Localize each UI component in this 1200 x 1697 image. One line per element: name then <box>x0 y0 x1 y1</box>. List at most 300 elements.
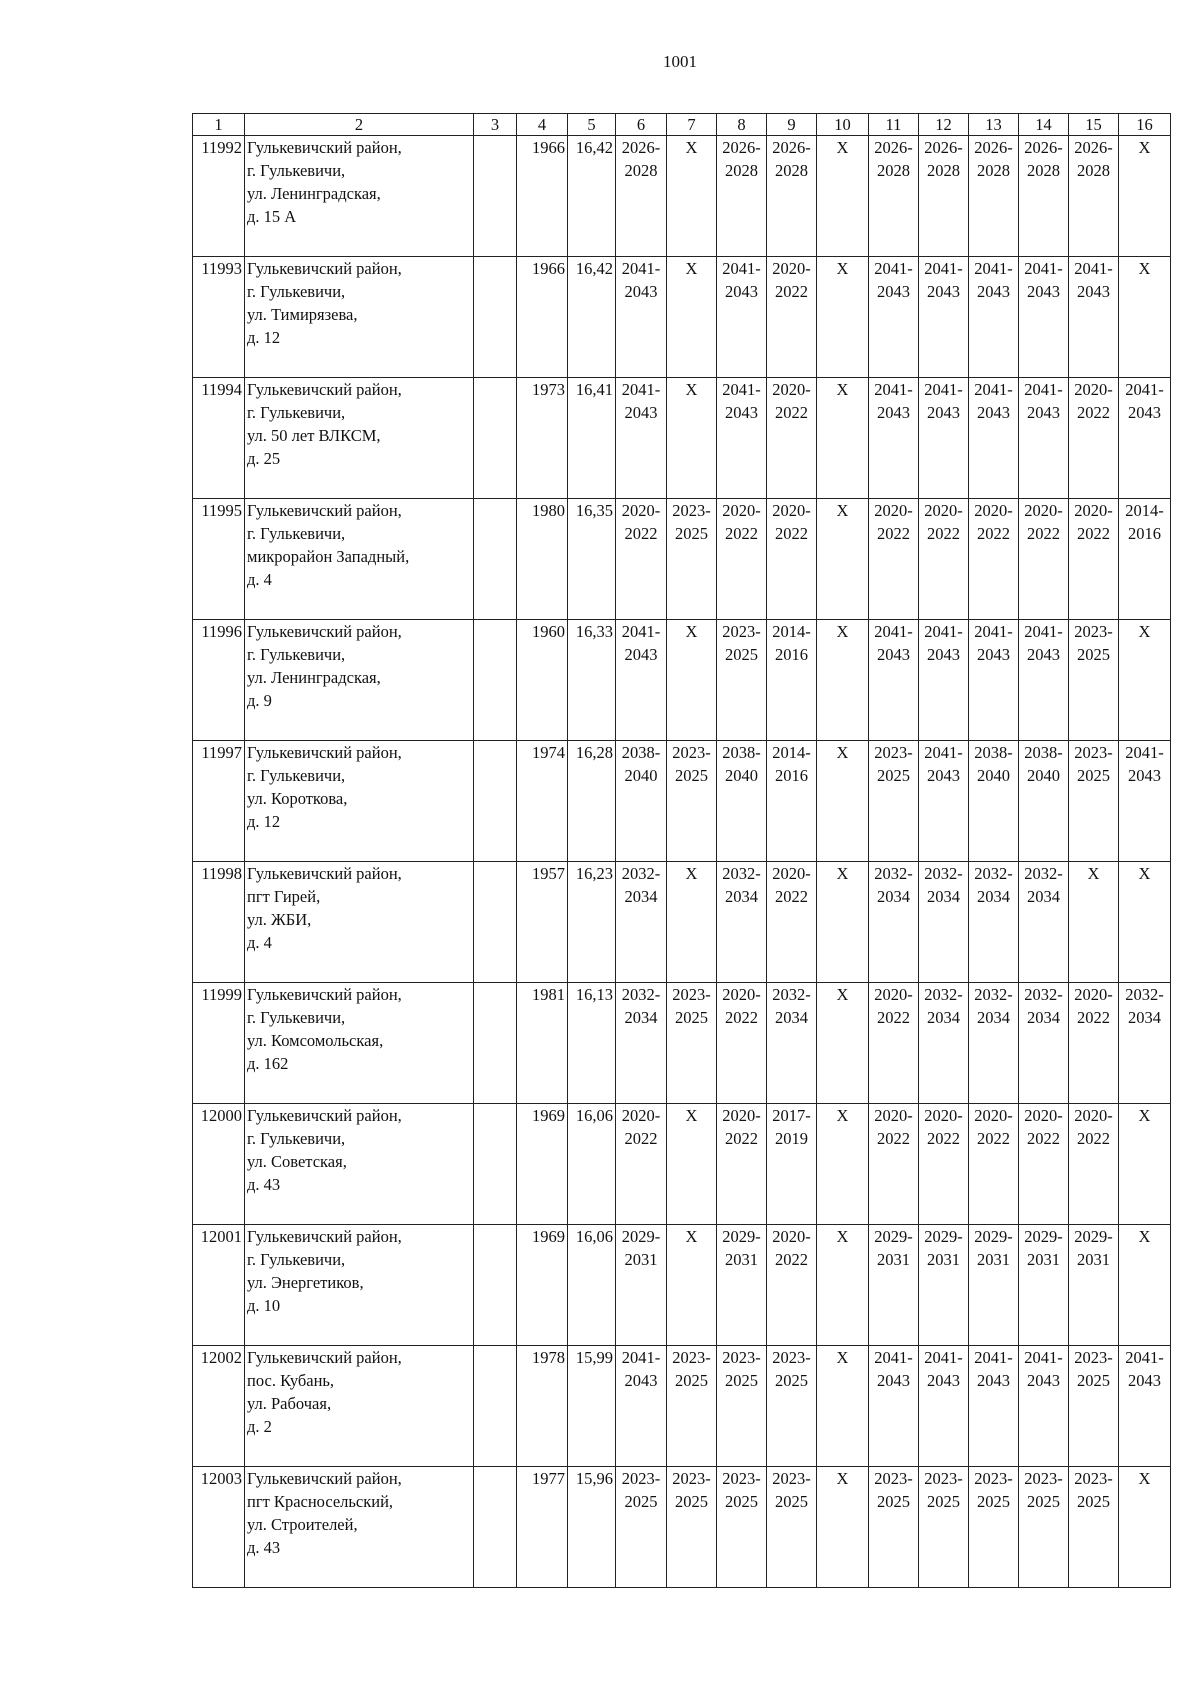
value-cell: 16,06 <box>568 1225 616 1346</box>
period-cell <box>869 1346 919 1467</box>
period-line: 2023- <box>874 743 913 762</box>
period-cell <box>817 862 869 983</box>
period-line: 2041- <box>974 380 1013 399</box>
column-3-cell <box>474 1346 517 1467</box>
year-cell: 1977 <box>517 1467 568 1588</box>
address-line: д. 2 <box>247 1417 272 1436</box>
period-line: 2041- <box>974 259 1013 278</box>
period-line: 2025 <box>675 766 708 785</box>
period-line: X <box>836 259 849 278</box>
period-line: 2020- <box>772 864 811 883</box>
period-line: 2034 <box>1027 887 1060 906</box>
period-line: 2020- <box>772 501 811 520</box>
period-cell <box>969 136 1019 257</box>
column-header: 15 <box>1069 114 1119 136</box>
period-line: X <box>1138 259 1151 278</box>
period-cell <box>667 378 717 499</box>
period-line: 2034 <box>725 887 758 906</box>
period-line: 2022 <box>977 524 1010 543</box>
period-cell <box>1119 1467 1171 1588</box>
period-line: 2041- <box>974 622 1013 641</box>
period-line: 2020- <box>621 501 661 520</box>
address-line: ул. Тимирязева, <box>247 305 358 324</box>
column-3-cell <box>474 499 517 620</box>
period-line: 2029- <box>621 1227 661 1246</box>
period-line: 2026- <box>772 138 811 157</box>
period-line: 2041- <box>1024 1348 1063 1367</box>
address-line: Гулькевичский район, <box>247 501 402 520</box>
period-cell <box>1019 1225 1069 1346</box>
period-cell <box>1119 1225 1171 1346</box>
period-line: 2022 <box>775 1250 808 1269</box>
period-line: 2020- <box>924 1106 963 1125</box>
period-line: 2032- <box>772 985 811 1004</box>
period-line: 2043 <box>725 282 758 301</box>
period-line: 2023- <box>772 1348 811 1367</box>
period-line: 2022 <box>775 403 808 422</box>
period-line: X <box>836 1469 849 1488</box>
period-line: 2031 <box>624 1250 658 1269</box>
page-number: 1001 <box>663 52 697 71</box>
period-cell <box>1019 620 1069 741</box>
period-line: 2032- <box>1024 864 1063 883</box>
period-line: 2023- <box>1074 1348 1113 1367</box>
period-cell <box>667 1225 717 1346</box>
address-line: г. Гулькевичи, <box>247 645 346 664</box>
period-line: 2031 <box>725 1250 758 1269</box>
year-cell: 1973 <box>517 378 568 499</box>
period-cell <box>1019 983 1069 1104</box>
address-cell <box>245 378 474 499</box>
period-line: 2034 <box>877 887 910 906</box>
period-line: 2022 <box>624 524 658 543</box>
period-line: 2041- <box>1125 380 1164 399</box>
address-cell <box>245 620 474 741</box>
period-line: 2022 <box>977 1129 1010 1148</box>
period-line: 2022 <box>725 524 758 543</box>
year-cell: 1981 <box>517 983 568 1104</box>
value-cell: 16,33 <box>568 620 616 741</box>
period-line: 2026- <box>1074 138 1113 157</box>
address-line: ул. Ленинградская, <box>247 184 381 203</box>
period-line: 2020- <box>874 1106 913 1125</box>
period-cell <box>869 257 919 378</box>
period-cell <box>817 1346 869 1467</box>
period-line: 2043 <box>877 1371 910 1390</box>
column-header: 6 <box>616 114 667 136</box>
period-line: 2025 <box>675 524 708 543</box>
period-line: 2023- <box>672 743 711 762</box>
column-header: 14 <box>1019 114 1069 136</box>
value-cell: 16,42 <box>568 257 616 378</box>
period-line: 2028 <box>877 161 910 180</box>
year-cell: 1969 <box>517 1225 568 1346</box>
period-line: 2043 <box>927 645 960 664</box>
period-line: 2043 <box>877 282 910 301</box>
period-cell <box>869 1104 919 1225</box>
period-line: 2026- <box>1024 138 1063 157</box>
period-line: 2043 <box>624 403 658 422</box>
address-line: ул. Рабочая, <box>247 1394 332 1413</box>
period-cell <box>969 1104 1019 1225</box>
address-line: ул. ЖБИ, <box>247 910 312 929</box>
period-cell <box>1119 499 1171 620</box>
period-line: 2020- <box>974 1106 1013 1125</box>
column-3-cell <box>474 257 517 378</box>
row-number: 11999 <box>193 983 245 1104</box>
address-line: Гулькевичский район, <box>247 1348 402 1367</box>
address-line: Гулькевичский район, <box>247 1469 402 1488</box>
period-line: 2025 <box>624 1492 658 1511</box>
period-line: 2023- <box>672 1348 711 1367</box>
column-header: 2 <box>245 114 474 136</box>
period-line: 2019 <box>775 1129 808 1148</box>
year-cell: 1974 <box>517 741 568 862</box>
column-header: 1 <box>193 114 245 136</box>
year-cell: 1966 <box>517 257 568 378</box>
address-line: ул. Энергетиков, <box>247 1273 364 1292</box>
row-number: 12001 <box>193 1225 245 1346</box>
period-line: 2025 <box>725 1371 758 1390</box>
period-cell <box>616 620 667 741</box>
value-cell: 15,96 <box>568 1467 616 1588</box>
period-line: 2023- <box>1074 743 1113 762</box>
period-cell <box>767 741 817 862</box>
period-line: 2028 <box>1027 161 1060 180</box>
period-cell <box>969 257 1019 378</box>
table-row <box>193 257 1171 378</box>
period-cell <box>717 499 767 620</box>
address-line: д. 15 А <box>247 207 297 226</box>
column-header: 4 <box>517 114 568 136</box>
address-line: ул. Строителей, <box>247 1515 358 1534</box>
address-line: д. 10 <box>247 1296 281 1315</box>
address-line: д. 4 <box>247 570 272 589</box>
address-line: г. Гулькевичи, <box>247 161 346 180</box>
period-cell <box>1069 1467 1119 1588</box>
period-line: 2023- <box>722 622 761 641</box>
year-cell: 1969 <box>517 1104 568 1225</box>
period-line: X <box>685 1106 698 1125</box>
column-header: 13 <box>969 114 1019 136</box>
period-line: 2017- <box>772 1106 811 1125</box>
period-cell <box>717 257 767 378</box>
period-line: 2041- <box>924 1348 963 1367</box>
period-line: 2034 <box>1128 1008 1161 1027</box>
period-line: 2043 <box>1128 403 1161 422</box>
period-line: 2038- <box>722 743 761 762</box>
column-3-cell <box>474 983 517 1104</box>
period-line: 2016 <box>775 645 808 664</box>
address-line: Гулькевичский район, <box>247 743 402 762</box>
period-cell <box>1069 136 1119 257</box>
address-line: г. Гулькевичи, <box>247 1250 346 1269</box>
period-line: 2023- <box>672 501 711 520</box>
address-line: Гулькевичский район, <box>247 1106 402 1125</box>
period-line: 2040 <box>725 766 758 785</box>
period-line: X <box>685 1227 698 1246</box>
period-cell <box>1119 257 1171 378</box>
address-line: пгт Красносельский, <box>247 1492 394 1511</box>
period-line: 2043 <box>1027 645 1060 664</box>
period-line: 2034 <box>977 1008 1010 1027</box>
period-line: 2025 <box>775 1492 808 1511</box>
address-line: д. 162 <box>247 1054 289 1073</box>
period-line: 2032- <box>722 864 761 883</box>
period-line: 2041- <box>924 259 963 278</box>
period-line: 2022 <box>877 1129 910 1148</box>
period-line: 2025 <box>775 1371 808 1390</box>
period-cell <box>1019 741 1069 862</box>
period-cell <box>869 983 919 1104</box>
period-line: 2022 <box>1077 1129 1110 1148</box>
period-line: 2022 <box>1077 524 1110 543</box>
table-row <box>193 741 1171 862</box>
period-cell <box>717 136 767 257</box>
address-cell <box>245 1346 474 1467</box>
period-cell <box>1069 862 1119 983</box>
period-line: 2032- <box>924 985 963 1004</box>
period-cell <box>616 1104 667 1225</box>
period-line: 2022 <box>1027 1129 1060 1148</box>
period-line: 2023- <box>1074 1469 1113 1488</box>
period-line: 2025 <box>675 1492 708 1511</box>
address-cell <box>245 136 474 257</box>
period-line: 2014- <box>1125 501 1164 520</box>
value-cell: 16,35 <box>568 499 616 620</box>
period-line: 2023- <box>772 1469 811 1488</box>
period-cell <box>767 983 817 1104</box>
period-line: 2041- <box>1125 743 1164 762</box>
period-line: 2031 <box>927 1250 960 1269</box>
period-line: 2043 <box>1128 1371 1161 1390</box>
period-line: 2031 <box>877 1250 910 1269</box>
period-cell <box>1119 620 1171 741</box>
row-number: 11996 <box>193 620 245 741</box>
period-line: 2032- <box>621 985 661 1004</box>
period-cell <box>869 620 919 741</box>
period-line: 2020- <box>1024 501 1063 520</box>
address-line: ул. 50 лет ВЛКСМ, <box>247 426 381 445</box>
registry-table <box>192 113 1171 1588</box>
period-line: 2023- <box>924 1469 963 1488</box>
period-line: X <box>685 622 698 641</box>
period-cell <box>616 499 667 620</box>
period-line: X <box>836 380 849 399</box>
period-cell <box>1019 378 1069 499</box>
row-number: 12003 <box>193 1467 245 1588</box>
period-cell <box>1019 1346 1069 1467</box>
period-cell <box>1069 620 1119 741</box>
period-line: 2016 <box>1128 524 1161 543</box>
address-line: ул. Советская, <box>247 1152 347 1171</box>
period-line: 2020- <box>874 985 913 1004</box>
table-row <box>193 136 1171 257</box>
period-cell <box>969 620 1019 741</box>
period-cell <box>919 136 969 257</box>
period-line: 2043 <box>977 282 1010 301</box>
period-line: 2026- <box>924 138 963 157</box>
period-line: 2034 <box>927 887 960 906</box>
address-line: Гулькевичский район, <box>247 138 402 157</box>
period-line: 2025 <box>1027 1492 1060 1511</box>
period-cell <box>1019 1467 1069 1588</box>
period-line: 2023- <box>722 1348 761 1367</box>
table-row <box>193 1104 1171 1225</box>
year-cell: 1978 <box>517 1346 568 1467</box>
header-row <box>193 114 1171 136</box>
period-line: 2020- <box>722 985 761 1004</box>
address-line: г. Гулькевичи, <box>247 1129 346 1148</box>
column-3-cell <box>474 1104 517 1225</box>
period-cell <box>1069 378 1119 499</box>
value-cell: 16,06 <box>568 1104 616 1225</box>
row-number: 11997 <box>193 741 245 862</box>
column-header: 7 <box>667 114 717 136</box>
period-line: 2032- <box>621 864 661 883</box>
period-line: 2043 <box>725 403 758 422</box>
column-header: 16 <box>1119 114 1171 136</box>
period-line: X <box>1138 1469 1151 1488</box>
period-cell <box>717 1225 767 1346</box>
period-line: 2041- <box>621 1348 661 1367</box>
period-line: X <box>836 864 849 883</box>
period-cell <box>1019 257 1069 378</box>
period-line: 2041- <box>874 259 913 278</box>
period-cell <box>1069 1225 1119 1346</box>
address-line: д. 43 <box>247 1175 281 1194</box>
period-cell <box>1019 499 1069 620</box>
period-cell <box>667 1346 717 1467</box>
column-3-cell <box>474 862 517 983</box>
period-line: 2025 <box>675 1371 708 1390</box>
period-line: 2043 <box>977 1371 1010 1390</box>
period-line: X <box>836 743 849 762</box>
table-row <box>193 1225 1171 1346</box>
address-line: Гулькевичский район, <box>247 259 402 278</box>
period-cell <box>1069 983 1119 1104</box>
period-line: 2031 <box>977 1250 1010 1269</box>
row-number: 12000 <box>193 1104 245 1225</box>
period-cell <box>667 1104 717 1225</box>
period-line: X <box>685 259 698 278</box>
period-line: 2043 <box>1027 403 1060 422</box>
period-line: 2043 <box>927 766 960 785</box>
period-line: 2031 <box>1077 1250 1110 1269</box>
address-cell <box>245 499 474 620</box>
row-number: 11993 <box>193 257 245 378</box>
period-cell <box>667 741 717 862</box>
column-header: 11 <box>869 114 919 136</box>
period-line: 2029- <box>722 1227 761 1246</box>
period-line: 2022 <box>927 1129 960 1148</box>
period-line: 2022 <box>624 1129 658 1148</box>
period-cell <box>717 1104 767 1225</box>
period-line: 2032- <box>974 864 1013 883</box>
period-line: 2020- <box>722 1106 761 1125</box>
period-line: 2025 <box>877 766 910 785</box>
period-line: 2020- <box>772 1227 811 1246</box>
address-line: г. Гулькевичи, <box>247 524 346 543</box>
period-line: 2023- <box>874 1469 913 1488</box>
period-cell <box>667 862 717 983</box>
period-cell <box>717 1467 767 1588</box>
period-line: 2023- <box>974 1469 1013 1488</box>
row-number: 11994 <box>193 378 245 499</box>
address-line: Гулькевичский район, <box>247 985 402 1004</box>
period-line: 2041- <box>874 1348 913 1367</box>
period-line: 2040 <box>624 766 658 785</box>
period-line: 2034 <box>1027 1008 1060 1027</box>
period-line: 2025 <box>1077 1371 1110 1390</box>
period-line: 2026- <box>621 138 661 157</box>
period-line: 2022 <box>775 282 808 301</box>
period-line: 2043 <box>927 403 960 422</box>
address-cell <box>245 862 474 983</box>
period-line: X <box>685 380 698 399</box>
period-cell <box>919 983 969 1104</box>
period-cell <box>1119 378 1171 499</box>
period-line: 2041- <box>722 259 761 278</box>
period-line: 2025 <box>725 1492 758 1511</box>
period-line: 2022 <box>1077 403 1110 422</box>
period-line: 2025 <box>675 1008 708 1027</box>
period-line: 2041- <box>722 380 761 399</box>
period-line: 2028 <box>1077 161 1110 180</box>
period-cell <box>717 378 767 499</box>
period-cell <box>1019 862 1069 983</box>
column-3-cell <box>474 136 517 257</box>
table-row <box>193 620 1171 741</box>
period-line: X <box>1138 864 1151 883</box>
period-cell <box>616 741 667 862</box>
period-line: 2041- <box>1024 622 1063 641</box>
period-cell <box>717 1346 767 1467</box>
period-line: 2043 <box>624 282 658 301</box>
period-cell <box>869 862 919 983</box>
table-row <box>193 862 1171 983</box>
address-line: пгт Гирей, <box>247 887 321 906</box>
period-line: 2020- <box>1074 1106 1113 1125</box>
address-cell <box>245 1225 474 1346</box>
period-cell <box>919 741 969 862</box>
period-line: 2041- <box>621 259 661 278</box>
period-cell <box>969 1225 1019 1346</box>
period-line: 2029- <box>1074 1227 1113 1246</box>
period-cell <box>919 378 969 499</box>
period-cell <box>817 499 869 620</box>
period-cell <box>1119 741 1171 862</box>
address-line: Гулькевичский район, <box>247 380 402 399</box>
period-cell <box>667 1467 717 1588</box>
period-line: 2023- <box>621 1469 661 1488</box>
period-cell <box>767 1104 817 1225</box>
period-cell <box>919 1225 969 1346</box>
period-cell <box>1119 862 1171 983</box>
address-cell <box>245 1104 474 1225</box>
period-line: 2022 <box>877 1008 910 1027</box>
period-cell <box>1019 136 1069 257</box>
column-3-cell <box>474 1467 517 1588</box>
period-cell <box>919 1467 969 1588</box>
period-line: 2020- <box>874 501 913 520</box>
period-cell <box>817 378 869 499</box>
period-cell <box>969 983 1019 1104</box>
period-cell <box>717 983 767 1104</box>
period-line: 2025 <box>927 1492 960 1511</box>
period-cell <box>969 499 1019 620</box>
period-cell <box>667 983 717 1104</box>
